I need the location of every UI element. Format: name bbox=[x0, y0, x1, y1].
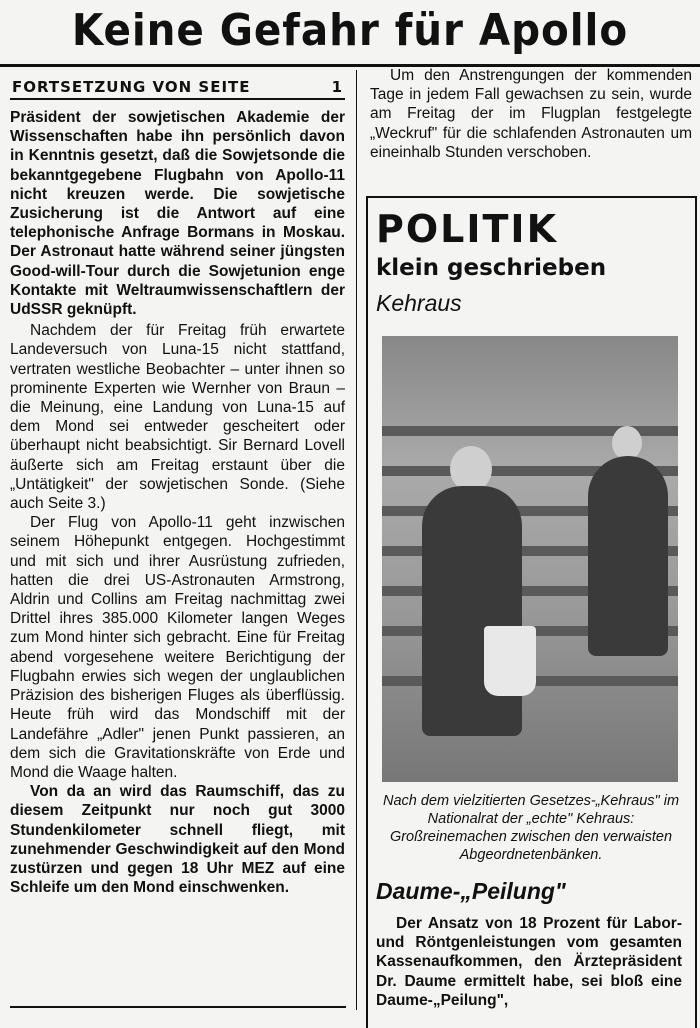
headline: Keine Gefahr für Apollo bbox=[71, 5, 629, 56]
article-paragraph: Präsident der sowjetischen Akademie der Wissenschaften habe ihn persönlich davon in Kenntnis gesetzt, daß die Sowjetsonde die bekanntgegebene Flugbahn von Apollo-11 nicht kreuzen werde. Die sowjetische Zusicherung ist die Antwort auf eine telephonische Anfrage Bormans in Moskau. Der Astronaut hatte während seiner jüngsten Good-will-Tour durch die Sowjetunion enge Kontakte mit Weltraumwissenschaftlern der UdSSR geknüpft. bbox=[10, 109, 345, 319]
left-column-bottom-rule bbox=[10, 1006, 346, 1008]
politik-box bbox=[366, 196, 697, 1028]
sub-article-title: Daume-„Peilung" bbox=[376, 878, 566, 904]
right-column bbox=[366, 62, 692, 162]
kicker-page: 1 bbox=[331, 78, 343, 96]
box-title: POLITIK bbox=[376, 207, 559, 251]
news-photo bbox=[382, 336, 678, 782]
article-paragraph: Nachdem der für Freitag früh erwartete Landeversuch von Luna-15 nicht stattfand, vertraten westliche Beobachter – unter ihnen so prominente Experten wie Wernher von Braun – die Meinung, eine Landung von Luna-15 auf dem Mond sei entweder gescheitert oder überhaupt nicht beabsichtigt. Sir Bernard Lovell äußerte sich am Freitag erstaunt über die „Untätigkeit" der sowjetischen Sonde. (Siehe auch Seite 3.) bbox=[10, 322, 345, 513]
continuation-kicker bbox=[10, 78, 345, 100]
column-divider bbox=[356, 70, 357, 1010]
article-paragraph: Um den Anstrengungen der kommenden Tage in jedem Fall gewachsen zu sein, wurde am Freitag der im Flugplan festgelegte „Weckruf" für die schlafenden Astronauten um eineinhalb Stunden verschoben. bbox=[370, 67, 692, 161]
box-subtitle: klein geschrieben bbox=[376, 255, 607, 281]
kicker-label: FORTSETZUNG VON SEITE bbox=[12, 78, 251, 96]
article-paragraph: Der Flug von Apollo-11 geht inzwischen seinem Höhepunkt entgegen. Hochgestimmt und mit sich und ihrer Ausrüstung zufrieden, hatten die drei US-Astronauten Armstrong, Aldrin und Collins am Freitag nachmittag zwei Drittel ihres 385.000 Kilometer langen Weges zum Mond hinter sich gebracht. Eine für Freitag abend vorgesehene weitere Berichtigung der Flugbahn erwies sich wegen der unglaublichen Präzision des bisherigen Fluges als überflüssig. Heute früh wird das Mondschiff mit der Landefähre „Adler" jenen Punkt passieren, an dem sich die Gravitationskräfte von Erde und Mond die Waage halten. bbox=[10, 514, 345, 781]
article-paragraph: Der Ansatz von 18 Prozent für Labor- und Röntgenleistungen vom gesamten Kassenaufkommen, den Ärztepräsident Dr. Daume ermittelt habe, sei bloß eine Daume-„Peilung", bbox=[376, 915, 682, 1009]
photo-caption: Nach dem vielzitierten Gesetzes-„Kehraus" im Nationalrat der „echte" Kehraus: Großreinemachen zwischen den verwaisten Abgeordnetenbänken. bbox=[382, 793, 680, 863]
article-paragraph: Von da an wird das Raumschiff, das zu diesem Zeitpunkt nur noch gut 3000 Stundenkilometer schnell fliegt, mit zunehmender Geschwindigkeit auf den Mond zustürzen und gegen 18 Uhr MEZ auf eine Schleife um den Mond einschwenken. bbox=[10, 783, 345, 897]
section-title: Kehraus bbox=[376, 290, 462, 316]
left-column bbox=[10, 78, 345, 897]
